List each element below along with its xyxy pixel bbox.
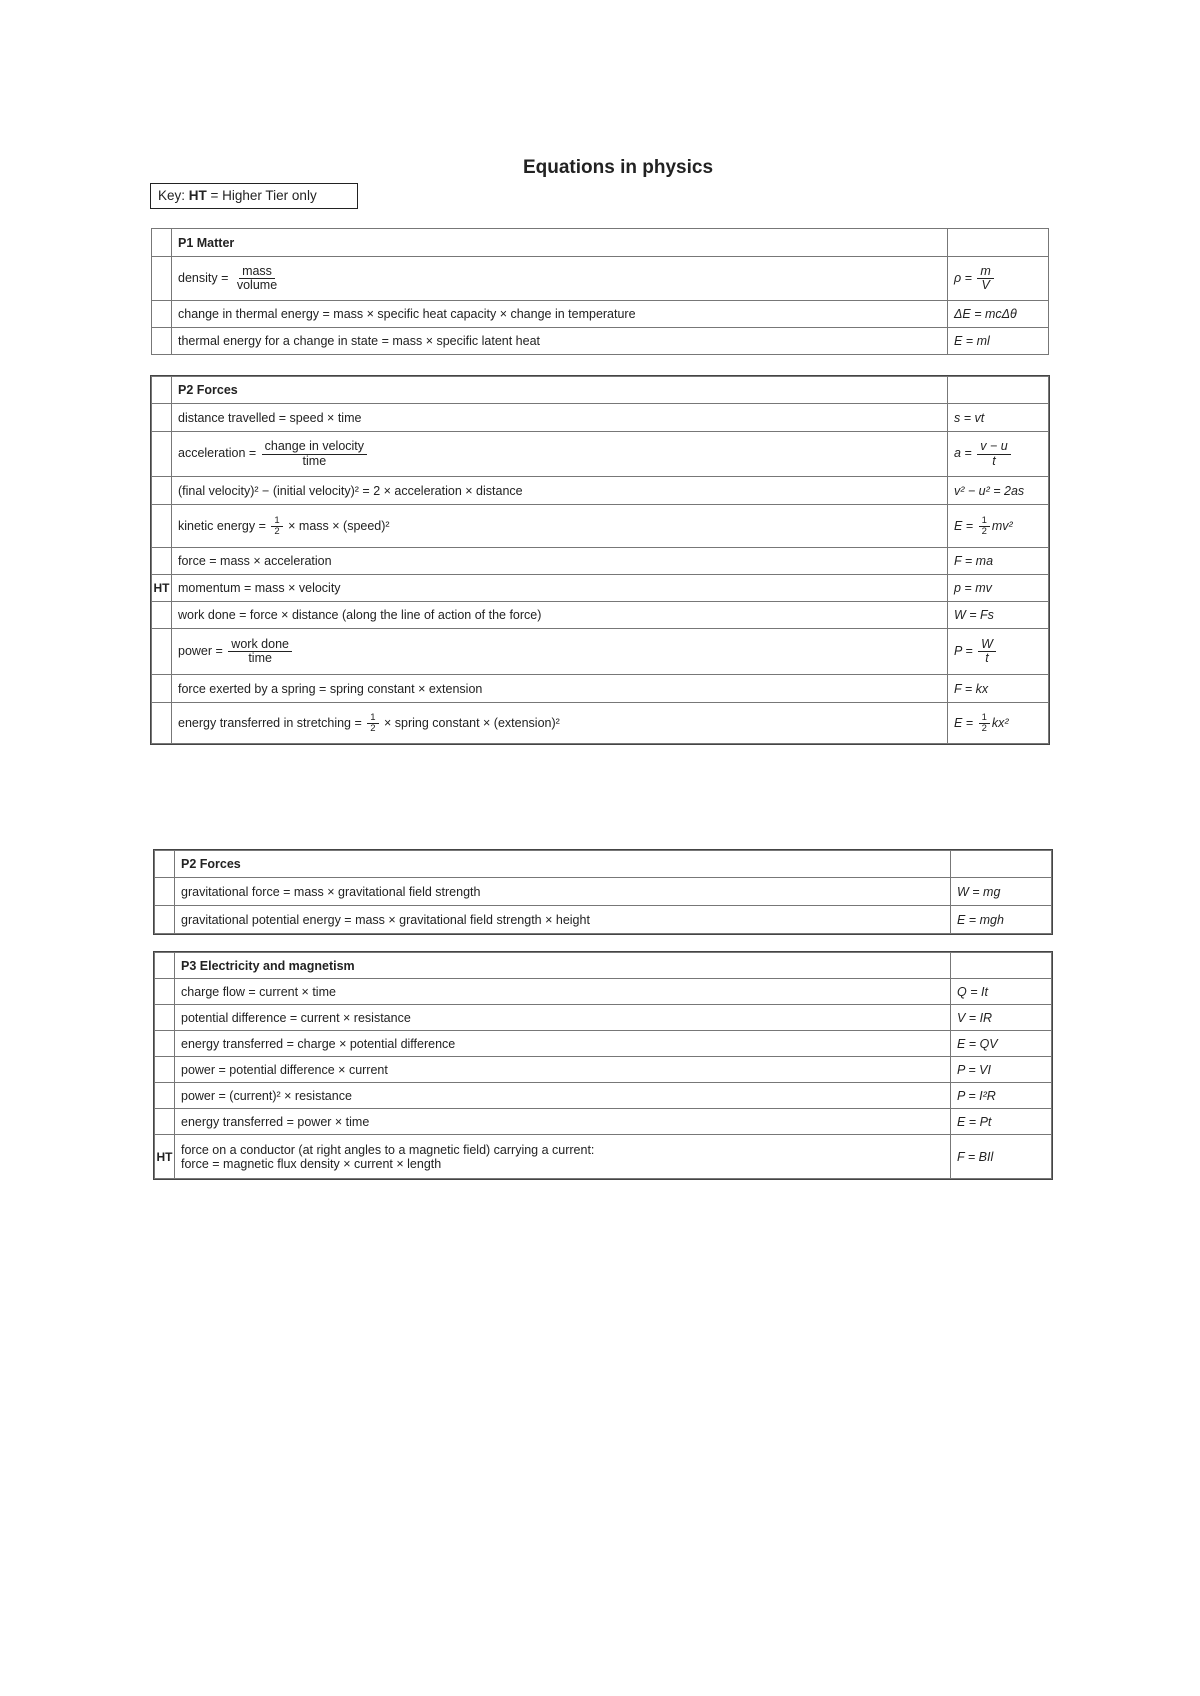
table-row [152,575,1049,602]
fraction: $\frac{\text{mass}}{\text{volume}}$ [236,263,278,292]
symbol-equation: F = ma [948,548,1049,575]
equation-table-p2-forces-continued [154,850,1052,934]
word-equation: potential difference = current × resistance [175,1005,951,1031]
fraction: $\frac{v - u}{t}$ [977,440,1010,467]
word-equation: gravitational potential energy = mass × gravitational field strength × height [175,906,951,934]
key-ht: HT [188,188,207,203]
word-equation: work done = force × distance (along the line of action of the force) [172,602,948,629]
table-row [152,301,1049,328]
table-row [152,432,1049,477]
table-row [152,505,1049,548]
section-title: P1 Matter [172,229,948,257]
ht-cell [152,301,172,328]
word-equation: energy transferred = power × time [175,1109,951,1135]
symbol-cell [951,953,1052,979]
table-row [152,548,1049,575]
word-equation: force exerted by a spring = spring constant × extension [172,675,948,703]
section-title: P3 Electricity and magnetism [175,953,951,979]
section-title: P2 Forces [172,377,948,404]
table-row [152,257,1049,301]
table-row [155,878,1052,906]
word-equation: gravitational force = mass × gravitational field strength [175,878,951,906]
word-equation: force on a conductor (at right angles to a magnetic field) carrying a current: force = magnetic flux density × current × length [175,1135,951,1179]
ht-cell [155,1031,175,1057]
equation-table-p2-forces [151,376,1049,744]
ht-badge: HT [155,1135,175,1179]
symbol-equation: E = QV [951,1031,1052,1057]
table-row [152,404,1049,432]
ht-cell [155,979,175,1005]
symbol-equation: E = $\frac{1}{2}$ mv² [948,505,1049,548]
word-equation: distance travelled = speed × time [172,404,948,432]
word-equation: momentum = mass × velocity [172,575,948,602]
ht-cell [155,1083,175,1109]
symbol-equation: E = mgh [951,906,1052,934]
table-header-row [155,851,1052,878]
table-row [152,703,1049,744]
symbol-cell [951,851,1052,878]
ht-cell [155,1005,175,1031]
ht-cell [152,328,172,355]
table-row [152,602,1049,629]
equation-table-p3-electricity [154,952,1052,1179]
table-header-row [152,377,1049,404]
key-text: = Higher Tier only [206,188,317,203]
ht-cell [152,477,172,505]
symbol-cell [948,229,1049,257]
word-equation: charge flow = current × time [175,979,951,1005]
symbol-equation: ρ = $\frac{m}{V}$ [948,257,1049,301]
ht-cell [155,878,175,906]
symbol-equation: E = ml [948,328,1049,355]
section-title: P2 Forces [175,851,951,878]
ht-cell [152,703,172,744]
word-equation: (final velocity)² − (initial velocity)² = 2 × acceleration × distance [172,477,948,505]
fraction: $\frac{1}{2}$ [979,516,990,537]
symbol-equation: p = mv [948,575,1049,602]
table-row [155,979,1052,1005]
fraction: $\frac{W}{t}$ [978,638,996,665]
ht-cell [152,505,172,548]
symbol-equation: F = BIl [951,1135,1052,1179]
ht-cell [155,1057,175,1083]
ht-badge: HT [152,575,172,602]
ht-cell [155,851,175,878]
fraction: $\frac{1}{2}$ [271,516,282,537]
fraction: $\frac{1}{2}$ [979,713,990,734]
table-row [155,1005,1052,1031]
fraction: $\frac{1}{2}$ [367,713,378,734]
ht-cell [152,675,172,703]
table-row [152,477,1049,505]
ht-cell [155,906,175,934]
table-row [155,1057,1052,1083]
symbol-equation: W = mg [951,878,1052,906]
ht-cell [152,432,172,477]
symbol-equation: a = $\frac{v - u}{t}$ [948,432,1049,477]
key-prefix: Key: [158,188,189,203]
ht-cell [152,404,172,432]
word-equation: acceleration = $\frac{\text{change in velocity}}{\text{time}}$ [172,432,948,477]
symbol-equation: ΔE = mcΔθ [948,301,1049,328]
table-row [155,1083,1052,1109]
word-equation: power = (current)² × resistance [175,1083,951,1109]
ht-cell [152,229,172,257]
fraction: $\frac{m}{V}$ [977,265,993,292]
symbol-equation: P = I²R [951,1083,1052,1109]
symbol-equation: F = kx [948,675,1049,703]
symbol-equation: P = $\frac{W}{t}$ [948,629,1049,675]
ht-cell [155,1109,175,1135]
equation-table-p1-matter [151,228,1049,355]
symbol-equation: s = vt [948,404,1049,432]
word-equation: energy transferred = charge × potential difference [175,1031,951,1057]
ht-cell [152,377,172,404]
table-row [152,675,1049,703]
symbol-equation: Q = It [951,979,1052,1005]
fraction: $\frac{\text{change in velocity}}{\text{time}}$ [262,440,367,467]
symbol-equation: W = Fs [948,602,1049,629]
ht-cell [152,602,172,629]
symbol-equation: E = Pt [951,1109,1052,1135]
ht-cell [155,953,175,979]
fraction: $\frac{\text{work done}}{\text{time}}$ [228,638,292,665]
symbol-equation: E = $\frac{1}{2}$ kx² [948,703,1049,744]
table-header-row [152,229,1049,257]
word-equation: kinetic energy = $\frac{1}{2}$ × mass × (speed)² [172,505,948,548]
word-equation: force = mass × acceleration [172,548,948,575]
ht-cell [152,548,172,575]
word-equation: power = potential difference × current [175,1057,951,1083]
word-equation: energy transferred in stretching = $\frac{1}{2}$ × spring constant × (extension)² [172,703,948,744]
word-equation: density = $\frac{\text{mass}}{\text{volume}}$ [172,257,948,301]
symbol-equation: P = VI [951,1057,1052,1083]
table-row [152,328,1049,355]
table-row [155,906,1052,934]
table-row [155,1031,1052,1057]
symbol-equation: v² − u² = 2as [948,477,1049,505]
ht-cell [152,257,172,301]
table-row [155,1109,1052,1135]
table-row [155,1135,1052,1179]
word-equation: thermal energy for a change in state = mass × specific latent heat [172,328,948,355]
word-equation: power = $\frac{\text{work done}}{\text{time}}$ [172,629,948,675]
word-equation: change in thermal energy = mass × specific heat capacity × change in temperature [172,301,948,328]
key-legend [150,183,358,209]
table-header-row [155,953,1052,979]
ht-cell [152,629,172,675]
symbol-cell [948,377,1049,404]
symbol-equation: V = IR [951,1005,1052,1031]
page-title: Equations in physics [522,157,714,178]
table-row [152,629,1049,675]
